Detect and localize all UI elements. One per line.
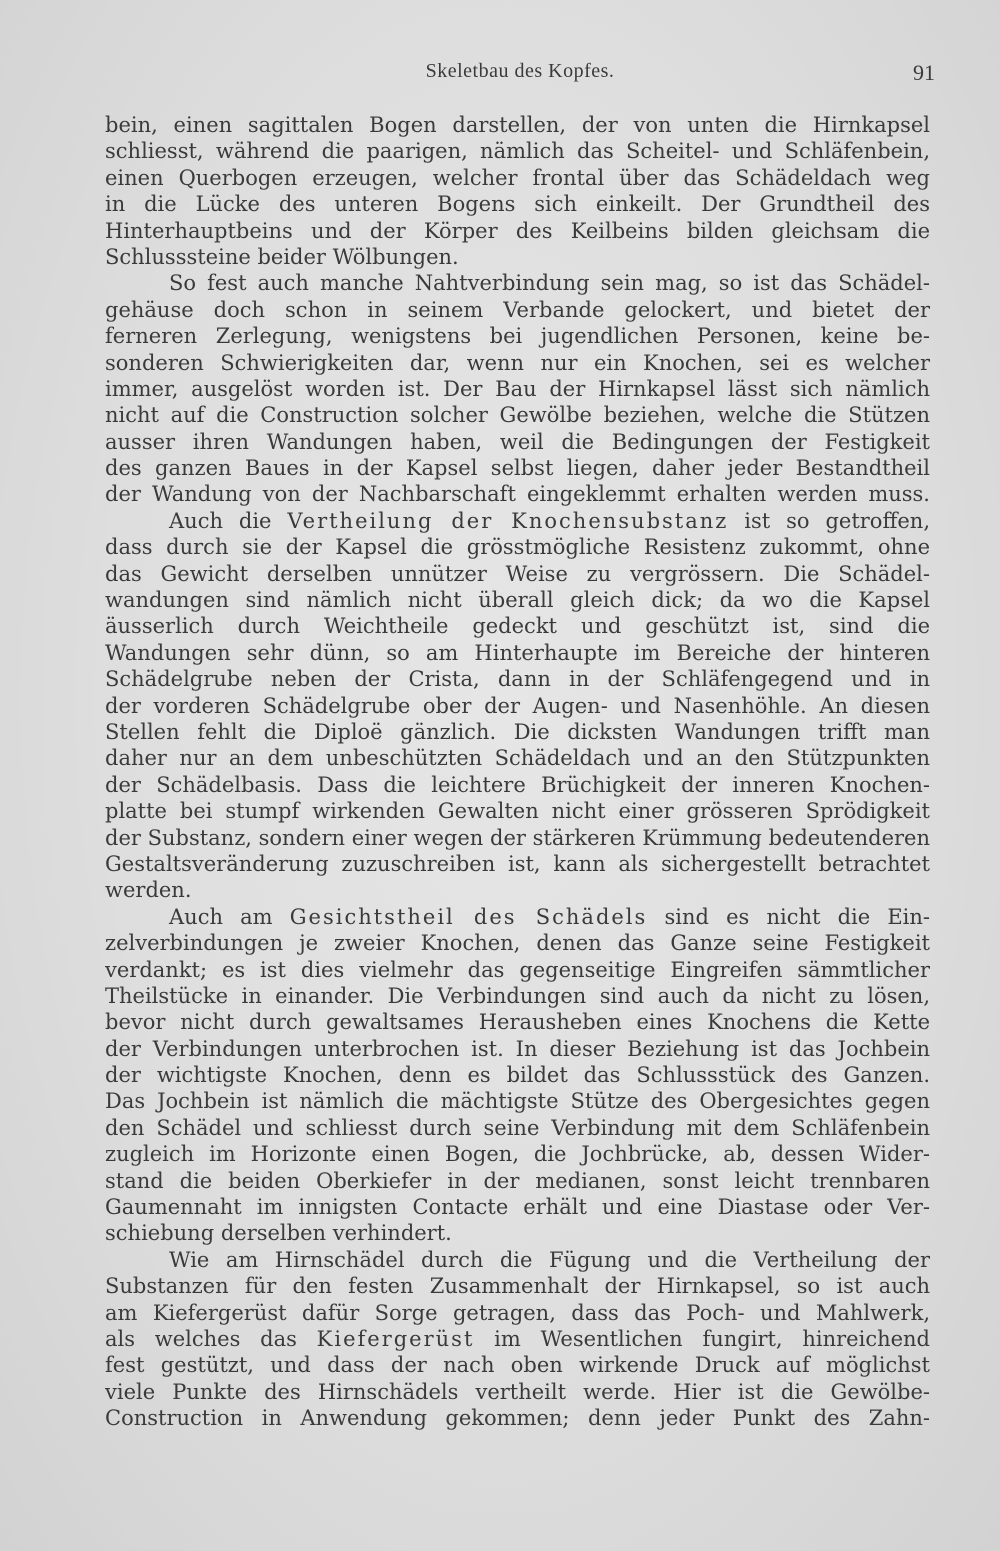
text-line: viele Punkte des Hirnschädels vertheilt werde. Hier ist die Gewölbe- bbox=[105, 1379, 930, 1404]
text-line: den Schädel und schliesst durch seine Verbindung mit dem Schläfenbein bbox=[105, 1115, 930, 1140]
text-segment: Auch am bbox=[169, 904, 290, 929]
text-line: einen Querbogen erzeugen, welcher frontal über das Schädeldach weg bbox=[105, 165, 930, 190]
text-line: schiebung derselben verhindert. bbox=[105, 1221, 452, 1246]
page-number: 91 bbox=[913, 60, 935, 85]
text-line: äusserlich durch Weichtheile gedeckt und geschützt ist, sind die bbox=[105, 614, 930, 639]
text-line: ferneren Zerlegung, wenigstens bei jugendlichen Personen, keine be- bbox=[105, 324, 930, 349]
text-line: nicht auf die Construction solcher Gewölbe beziehen, welche die Stützen bbox=[105, 403, 930, 428]
text-line: daher nur an dem unbeschützten Schädeldach und an den Stützpunkten bbox=[105, 746, 930, 771]
text-segment: als welches das bbox=[105, 1326, 317, 1351]
emphasized-term: Kiefergerüst bbox=[316, 1326, 475, 1351]
text-segment: ist so getroffen, bbox=[728, 508, 930, 533]
text-line: zugleich im Horizonte einen Bogen, die Jochbrücke, ab, dessen Wider- bbox=[105, 1142, 930, 1167]
text-line: Gestaltsveränderung zuzuschreiben ist, kann als sichergestellt betrachtet bbox=[105, 851, 930, 876]
text-line bbox=[105, 1326, 930, 1352]
text-line: des ganzen Baues in der Kapsel selbst liegen, daher jeder Bestandtheil bbox=[105, 456, 930, 481]
text-line: Wandungen sehr dünn, so am Hinterhaupte im Bereiche der hinteren bbox=[105, 640, 930, 665]
text-line: fest gestützt, und dass der nach oben wirkende Druck auf möglichst bbox=[105, 1353, 930, 1378]
text-line: gehäuse doch schon in seinem Verbande gelockert, und bietet der bbox=[105, 297, 930, 322]
text-line: werden. bbox=[105, 878, 192, 903]
text-line: der Substanz, sondern einer wegen der stärkeren Krümmung bedeutenderen bbox=[105, 825, 930, 850]
text-line: zelverbindungen je zweier Knochen, denen das Ganze seine Festigkeit bbox=[105, 931, 930, 956]
body-text bbox=[105, 112, 930, 1432]
text-line: bevor nicht durch gewaltsames Herausheben eines Knochens die Kette bbox=[105, 1010, 930, 1035]
text-line: Das Jochbein ist nämlich die mächtigste Stütze des Obergesichtes gegen bbox=[105, 1089, 930, 1114]
text-line: Substanzen für den festen Zusammenhalt der Hirnkapsel, so ist auch bbox=[105, 1274, 930, 1299]
text-line: Schlusssteine beider Wölbungen. bbox=[105, 244, 459, 269]
text-line: Gaumennaht im innigsten Contacte erhält und eine Diastase oder Ver- bbox=[105, 1195, 930, 1220]
text-segment: sind es nicht die Ein- bbox=[647, 904, 930, 929]
text-line: Construction in Anwendung gekommen; denn jeder Punkt des Zahn- bbox=[105, 1406, 930, 1431]
text-line: Schädelgrube neben der Crista, dann in der Schläfengegend und in bbox=[105, 667, 930, 692]
text-line: So fest auch manche Nahtverbindung sein mag, so ist das Schädel- bbox=[169, 271, 930, 296]
text-line: verdankt; es ist dies vielmehr das gegenseitige Eingreifen sämmtlicher bbox=[105, 957, 930, 982]
text-segment: im Wesentlichen fungirt, hinreichend bbox=[474, 1326, 930, 1351]
text-line: ausser ihren Wandungen haben, weil die Bedingungen der Festigkeit bbox=[105, 429, 930, 454]
text-line: immer, ausgelöst worden ist. Der Bau der Hirnkapsel lässt sich nämlich bbox=[105, 376, 930, 401]
text-line: platte bei stumpf wirkenden Gewalten nicht einer grösseren Sprödigkeit bbox=[105, 799, 930, 824]
text-segment: Auch die bbox=[169, 508, 288, 533]
text-line: Theilstücke in einander. Die Verbindungen sind auch da nicht zu lösen, bbox=[105, 983, 930, 1008]
text-line: in die Lücke des unteren Bogens sich einkeilt. Der Grundtheil des bbox=[105, 192, 930, 217]
text-line: bein, einen sagittalen Bogen darstellen, der von unten die Hirnkapsel bbox=[105, 113, 930, 137]
running-title: Skeletbau des Kopfes. bbox=[425, 60, 615, 82]
emphasized-term: Vertheilung der Knochensubstanz bbox=[287, 508, 729, 533]
text-line: Stellen fehlt die Diploë gänzlich. Die dicksten Wandungen trifft man bbox=[105, 719, 930, 744]
text-line: Hinterhauptbeins und der Körper des Keilbeins bilden gleichsam die bbox=[105, 218, 930, 243]
text-line: der Schädelbasis. Dass die leichtere Brüchigkeit der inneren Knochen- bbox=[105, 772, 930, 797]
text-line: stand die beiden Oberkiefer in der medianen, sonst leicht trennbaren bbox=[105, 1168, 930, 1193]
text-line: dass durch sie der Kapsel die grösstmögliche Resistenz zukommt, ohne bbox=[105, 535, 930, 560]
text-line: das Gewicht derselben unnützer Weise zu vergrössern. Die Schädel- bbox=[105, 561, 930, 586]
text-line: der Verbindungen unterbrochen ist. In dieser Beziehung ist das Jochbein bbox=[105, 1036, 930, 1061]
text-line: der Wandung von der Nachbarschaft eingeklemmt erhalten werden muss. bbox=[105, 482, 930, 507]
text-line: Wie am Hirnschädel durch die Fügung und die Vertheilung der bbox=[169, 1247, 930, 1272]
text-line: am Kiefergerüst dafür Sorge getragen, dass das Poch- und Mahlwerk, bbox=[105, 1300, 930, 1325]
text-line bbox=[105, 508, 930, 534]
text-line: wandungen sind nämlich nicht überall gleich dick; da wo die Kapsel bbox=[105, 588, 930, 613]
text-line: sonderen Schwierigkeiten dar, wenn nur ein Knochen, sei es welcher bbox=[105, 350, 930, 375]
text-line: der wichtigste Knochen, denn es bildet das Schlussstück des Ganzen. bbox=[105, 1063, 930, 1088]
emphasized-term: Gesichtstheil des Schädels bbox=[289, 904, 648, 929]
text-line: der vorderen Schädelgrube ober der Augen- und Nasenhöhle. An diesen bbox=[105, 693, 930, 718]
text-line bbox=[105, 904, 930, 930]
running-header bbox=[105, 60, 935, 88]
text-line: schliesst, während die paarigen, nämlich das Scheitel- und Schläfenbein, bbox=[105, 139, 930, 164]
